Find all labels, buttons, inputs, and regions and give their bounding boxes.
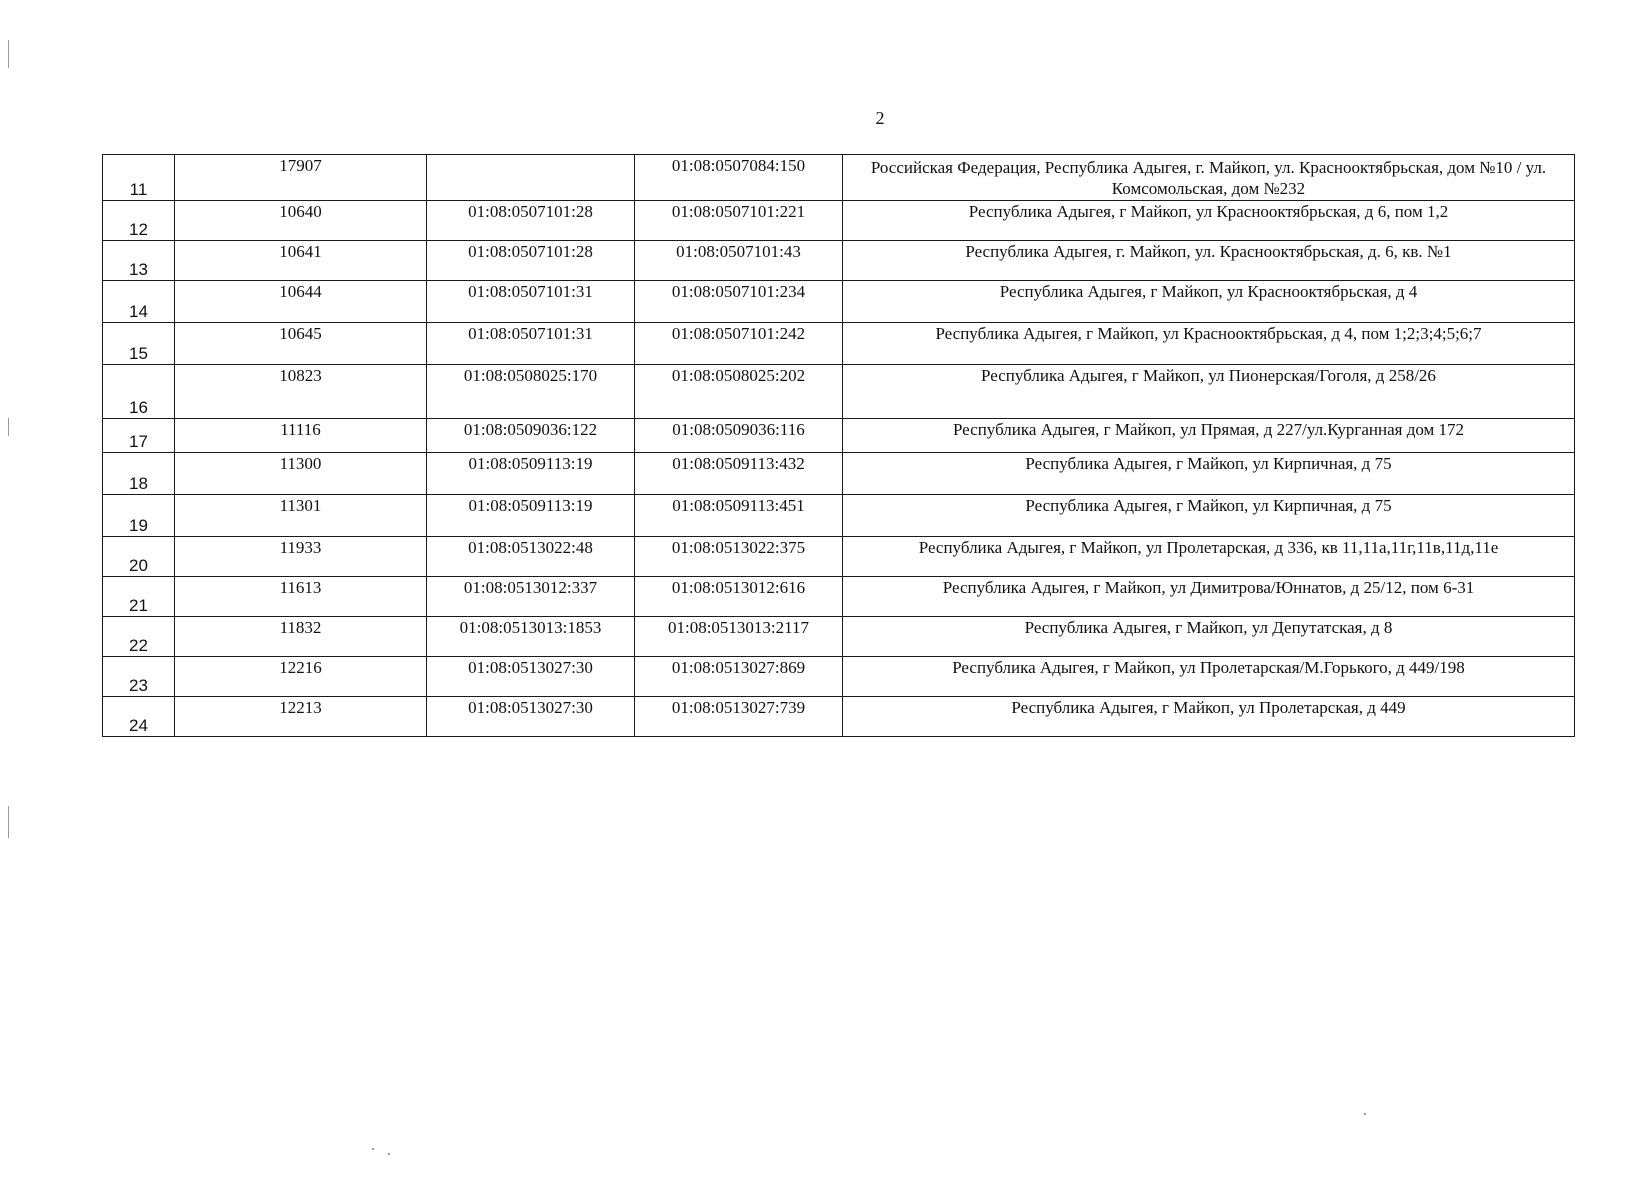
scan-edge-mark — [8, 40, 9, 68]
row-number-cell: 24 — [103, 697, 175, 737]
land-parcel-cadastral-cell: 01:08:0509036:122 — [427, 419, 635, 453]
land-parcel-cadastral-cell: 01:08:0507101:31 — [427, 323, 635, 365]
table-row — [103, 419, 1575, 453]
table-row — [103, 323, 1575, 365]
address-cell: Республика Адыгея, г Майкоп, ул Краснооктябрьская, д 6, пом 1,2 — [843, 201, 1575, 241]
registry-number-cell: 10644 — [175, 281, 427, 323]
property-registry-table — [102, 154, 1575, 737]
registry-number-cell: 11301 — [175, 495, 427, 537]
table-row — [103, 495, 1575, 537]
object-cadastral-cell: 01:08:0513027:739 — [635, 697, 843, 737]
object-cadastral-cell: 01:08:0513013:2117 — [635, 617, 843, 657]
object-cadastral-cell: 01:08:0507101:43 — [635, 241, 843, 281]
row-number-cell: 12 — [103, 201, 175, 241]
land-parcel-cadastral-cell: 01:08:0507101:31 — [427, 281, 635, 323]
row-number-cell: 14 — [103, 281, 175, 323]
land-parcel-cadastral-cell: 01:08:0509113:19 — [427, 453, 635, 495]
registry-number-cell: 12216 — [175, 657, 427, 697]
object-cadastral-cell: 01:08:0509036:116 — [635, 419, 843, 453]
land-parcel-cadastral-cell: 01:08:0509113:19 — [427, 495, 635, 537]
scan-speck — [1364, 1113, 1366, 1115]
object-cadastral-cell: 01:08:0513012:616 — [635, 577, 843, 617]
land-parcel-cadastral-cell: 01:08:0513012:337 — [427, 577, 635, 617]
land-parcel-cadastral-cell: 01:08:0507101:28 — [427, 241, 635, 281]
table-body — [103, 155, 1575, 737]
table-row — [103, 453, 1575, 495]
address-cell: Республика Адыгея, г. Майкоп, ул. Краснооктябрьская, д. 6, кв. №1 — [843, 241, 1575, 281]
table-row — [103, 697, 1575, 737]
address-cell: Республика Адыгея, г Майкоп, ул Пролетарская, д 449 — [843, 697, 1575, 737]
address-cell: Республика Адыгея, г Майкоп, ул Прямая, д 227/ул.Курганная дом 172 — [843, 419, 1575, 453]
address-cell: Республика Адыгея, г Майкоп, ул Кирпичная, д 75 — [843, 495, 1575, 537]
scan-speck — [372, 1148, 374, 1150]
table-row — [103, 617, 1575, 657]
row-number-cell: 23 — [103, 657, 175, 697]
table-row — [103, 657, 1575, 697]
registry-number-cell: 11300 — [175, 453, 427, 495]
table-row — [103, 241, 1575, 281]
table-row — [103, 201, 1575, 241]
row-number-cell: 13 — [103, 241, 175, 281]
address-cell: Республика Адыгея, г Майкоп, ул Краснооктябрьская, д 4 — [843, 281, 1575, 323]
land-parcel-cadastral-cell: 01:08:0508025:170 — [427, 365, 635, 419]
table-row — [103, 155, 1575, 201]
row-number-cell: 16 — [103, 365, 175, 419]
land-parcel-cadastral-cell: 01:08:0513027:30 — [427, 697, 635, 737]
object-cadastral-cell: 01:08:0508025:202 — [635, 365, 843, 419]
land-parcel-cadastral-cell: 01:08:0513027:30 — [427, 657, 635, 697]
registry-number-cell: 10645 — [175, 323, 427, 365]
registry-number-cell: 10641 — [175, 241, 427, 281]
land-parcel-cadastral-cell — [427, 155, 635, 201]
address-cell: Российская Федерация, Республика Адыгея, г. Майкоп, ул. Краснооктябрьская, дом №10 / ул. Комсомольская, дом №232 — [843, 155, 1575, 201]
row-number-cell: 17 — [103, 419, 175, 453]
registry-number-cell: 12213 — [175, 697, 427, 737]
object-cadastral-cell: 01:08:0507101:242 — [635, 323, 843, 365]
address-cell: Республика Адыгея, г Майкоп, ул Пролетарская, д 336, кв 11,11а,11г,11в,11д,11е — [843, 537, 1575, 577]
row-number-cell: 11 — [103, 155, 175, 201]
address-cell: Республика Адыгея, г Майкоп, ул Кирпичная, д 75 — [843, 453, 1575, 495]
registry-number-cell: 11832 — [175, 617, 427, 657]
row-number-cell: 21 — [103, 577, 175, 617]
land-parcel-cadastral-cell: 01:08:0513022:48 — [427, 537, 635, 577]
row-number-cell: 22 — [103, 617, 175, 657]
scan-speck — [388, 1153, 390, 1155]
row-number-cell: 20 — [103, 537, 175, 577]
land-parcel-cadastral-cell: 01:08:0507101:28 — [427, 201, 635, 241]
object-cadastral-cell: 01:08:0509113:451 — [635, 495, 843, 537]
scan-edge-mark — [8, 806, 9, 838]
object-cadastral-cell: 01:08:0507101:234 — [635, 281, 843, 323]
address-cell: Республика Адыгея, г Майкоп, ул Пионерская/Гоголя, д 258/26 — [843, 365, 1575, 419]
address-cell: Республика Адыгея, г Майкоп, ул Димитрова/Юннатов, д 25/12, пом 6-31 — [843, 577, 1575, 617]
object-cadastral-cell: 01:08:0513027:869 — [635, 657, 843, 697]
registry-number-cell: 10640 — [175, 201, 427, 241]
row-number-cell: 15 — [103, 323, 175, 365]
address-cell: Республика Адыгея, г Майкоп, ул Депутатская, д 8 — [843, 617, 1575, 657]
object-cadastral-cell: 01:08:0509113:432 — [635, 453, 843, 495]
object-cadastral-cell: 01:08:0507101:221 — [635, 201, 843, 241]
object-cadastral-cell: 01:08:0513022:375 — [635, 537, 843, 577]
scan-edge-mark — [8, 418, 9, 436]
registry-number-cell: 17907 — [175, 155, 427, 201]
registry-number-cell: 11116 — [175, 419, 427, 453]
row-number-cell: 19 — [103, 495, 175, 537]
object-cadastral-cell: 01:08:0507084:150 — [635, 155, 843, 201]
address-cell: Республика Адыгея, г Майкоп, ул Пролетарская/М.Горького, д 449/198 — [843, 657, 1575, 697]
table-row — [103, 281, 1575, 323]
table-row — [103, 365, 1575, 419]
row-number-cell: 18 — [103, 453, 175, 495]
registry-number-cell: 10823 — [175, 365, 427, 419]
page-number: 2 — [875, 108, 885, 128]
registry-number-cell: 11613 — [175, 577, 427, 617]
table-row — [103, 537, 1575, 577]
address-cell: Республика Адыгея, г Майкоп, ул Краснооктябрьская, д 4, пом 1;2;3;4;5;6;7 — [843, 323, 1575, 365]
table-row — [103, 577, 1575, 617]
land-parcel-cadastral-cell: 01:08:0513013:1853 — [427, 617, 635, 657]
registry-number-cell: 11933 — [175, 537, 427, 577]
